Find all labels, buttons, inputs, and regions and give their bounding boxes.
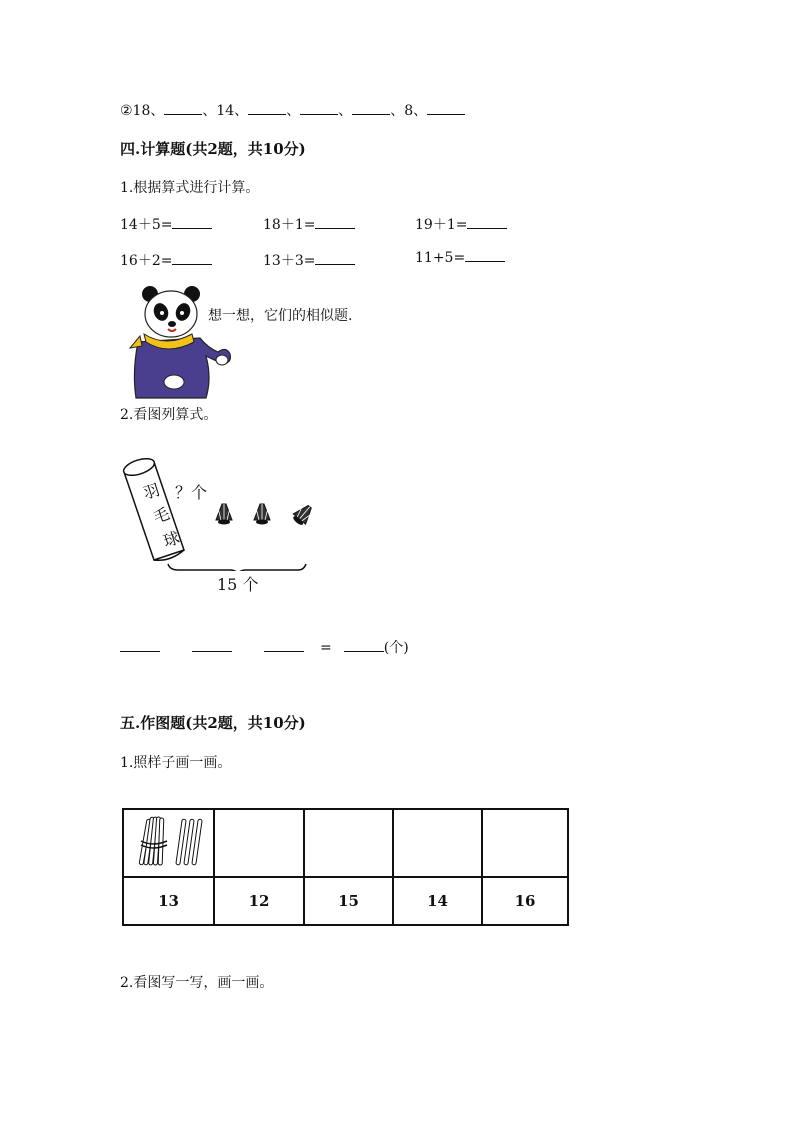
panda-icon [126, 282, 238, 400]
question-count: ？个 [175, 483, 208, 502]
drawing-cell[interactable] [214, 809, 304, 877]
seq-sep: 、14、 [202, 103, 249, 119]
number-cell: 16 [482, 877, 568, 925]
number-cell: 14 [393, 877, 482, 925]
expr-row [120, 214, 212, 234]
answer-blank[interactable] [467, 227, 507, 229]
answer-blank[interactable] [315, 263, 355, 265]
tube-char: 球 [160, 527, 183, 551]
expr: 16＋2= [120, 253, 173, 269]
answer-blank[interactable] [352, 113, 390, 115]
q1-draw-prompt: 1.照样子画一画。 [120, 755, 232, 771]
number-cell: 13 [123, 877, 214, 925]
unit-label: (个) [383, 640, 409, 656]
answer-blank[interactable] [264, 650, 304, 652]
expr-row [415, 250, 505, 266]
section4-title: 四.计算题(共2题，共10分) [120, 140, 306, 158]
expr-row [415, 214, 507, 234]
example-cell [123, 809, 214, 877]
expr: 19＋1= [415, 217, 468, 233]
drawing-grid [122, 808, 569, 926]
total-count: 15 个 [217, 575, 259, 594]
badminton-figure [118, 456, 328, 571]
expr: 14＋5= [120, 217, 173, 233]
answer-blank[interactable] [172, 227, 212, 229]
drawing-cell[interactable] [304, 809, 393, 877]
tube-char: 毛 [150, 503, 173, 527]
seq-sep: 、 [286, 103, 301, 119]
number-cell: 15 [304, 877, 393, 925]
total-brace [168, 564, 306, 571]
expr: 11+5= [415, 250, 466, 266]
answer-blank[interactable] [465, 260, 505, 262]
expr-row [263, 250, 355, 270]
shuttlecock-icon [216, 504, 232, 525]
panda-speech: 想一想，它们的相似题. [208, 308, 353, 324]
seq-sep: 、8、 [390, 103, 428, 119]
q1-prompt: 1.根据算式进行计算。 [120, 180, 260, 196]
equation-line [120, 637, 409, 657]
answer-blank[interactable] [315, 227, 355, 229]
answer-blank[interactable] [300, 113, 338, 115]
shuttlecock-icon [290, 502, 315, 528]
expr: 18＋1= [263, 217, 316, 233]
answer-blank[interactable] [192, 650, 232, 652]
tube-char: 羽 [140, 479, 163, 503]
stick-bundle-icon [129, 811, 209, 871]
answer-blank[interactable] [172, 263, 212, 265]
expr: 13＋3= [263, 253, 316, 269]
drawing-cell[interactable] [482, 809, 568, 877]
drawing-cell[interactable] [393, 809, 482, 877]
answer-blank[interactable] [344, 650, 384, 652]
seq-prefix: ②18、 [120, 103, 165, 119]
section5-title: 五.作图题(共2题，共10分) [120, 714, 306, 732]
answer-blank[interactable] [120, 650, 160, 652]
q2-draw-prompt: 2.看图写一写，画一画。 [120, 975, 274, 991]
expr-row [120, 250, 212, 270]
answer-blank[interactable] [248, 113, 286, 115]
sequence-line [120, 100, 465, 120]
seq-sep: 、 [338, 103, 353, 119]
answer-blank[interactable] [427, 113, 465, 115]
q2-prompt: 2.看图列算式。 [120, 407, 218, 423]
number-cell: 12 [214, 877, 304, 925]
expr-row [263, 214, 355, 234]
shuttlecock-icon [254, 504, 270, 525]
equals-sign: = [320, 640, 332, 656]
answer-blank[interactable] [164, 113, 202, 115]
